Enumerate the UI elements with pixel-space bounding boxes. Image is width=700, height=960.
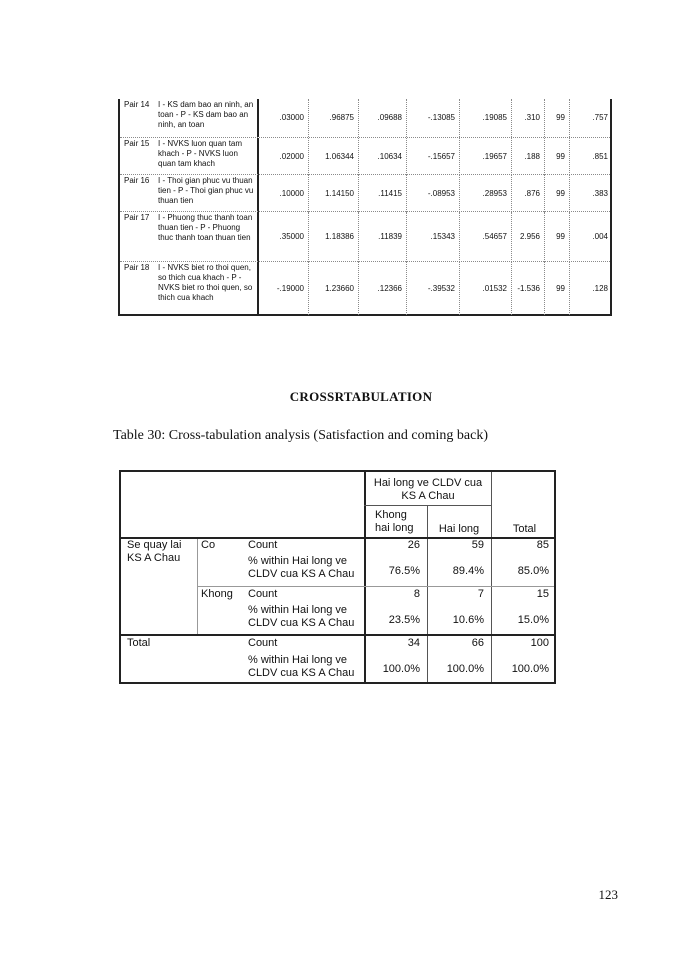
table-row bbox=[120, 99, 610, 137]
table-row bbox=[120, 137, 610, 175]
cell-value: 34 bbox=[407, 637, 420, 649]
cell-value: 8 bbox=[413, 588, 420, 600]
table-row bbox=[120, 211, 610, 262]
upper-ci-value: .19085 bbox=[459, 99, 511, 137]
column-header-khong-hai-long: Khong hai long bbox=[375, 509, 414, 534]
std-deviation-value: .96875 bbox=[308, 99, 358, 137]
pair-label: Pair 17 bbox=[124, 213, 150, 222]
df-value: 99 bbox=[544, 99, 569, 137]
std-error-value: .10634 bbox=[358, 138, 406, 175]
cell-value: 89.4% bbox=[452, 565, 484, 577]
row-group-khong: Khong bbox=[201, 588, 233, 600]
std-deviation-value: 1.06344 bbox=[308, 138, 358, 175]
df-value: 99 bbox=[544, 138, 569, 175]
sig-value: .383 bbox=[569, 175, 612, 212]
count-label: Count bbox=[248, 637, 278, 649]
t-value: -1.536 bbox=[511, 262, 544, 315]
cell-value: 15.0% bbox=[517, 614, 549, 626]
std-error-value: .11415 bbox=[358, 175, 406, 212]
page-number: 123 bbox=[598, 887, 618, 902]
lower-ci-value: -.15657 bbox=[406, 138, 459, 175]
divider bbox=[364, 472, 366, 682]
divider bbox=[427, 505, 428, 682]
divider bbox=[197, 586, 554, 587]
divider bbox=[491, 472, 492, 682]
percent-label: % within Hai long ve CLDV cua KS A Chau bbox=[248, 555, 355, 580]
std-error-value: .09688 bbox=[358, 99, 406, 137]
cell-value: 23.5% bbox=[388, 614, 420, 626]
crosstab-table bbox=[119, 470, 556, 684]
cell-value: 100.0% bbox=[511, 663, 549, 675]
cell-value: 100 bbox=[530, 637, 549, 649]
mean-value: .10000 bbox=[279, 188, 304, 198]
cell-value: 66 bbox=[471, 637, 484, 649]
pair-description: I - Thoi gian phuc vu thuan tien - P - Thoi gian phuc vu thuan tien bbox=[156, 175, 259, 212]
cell-value: 7 bbox=[477, 588, 484, 600]
divider bbox=[121, 634, 554, 636]
column-header-hai-long: Hai long bbox=[438, 523, 480, 535]
pair-description: I - Phuong thuc thanh toan thuan tien - P - Phuong thuc thanh toan thuan tien bbox=[156, 212, 259, 262]
pair-description: I - KS dam bao an ninh, an toan - P - KS dam bao an ninh, an toan bbox=[156, 99, 259, 137]
df-value: 99 bbox=[544, 175, 569, 212]
std-deviation-value: 1.23660 bbox=[308, 262, 358, 315]
pair-label: Pair 14 bbox=[124, 100, 150, 109]
column-header-total: Total bbox=[512, 523, 537, 535]
t-value: .310 bbox=[511, 99, 544, 137]
cell-value: 26 bbox=[407, 539, 420, 551]
cell-value: 15 bbox=[536, 588, 549, 600]
cell-value: 85 bbox=[536, 539, 549, 551]
table-row bbox=[120, 261, 610, 315]
pair-label: Pair 16 bbox=[124, 176, 150, 185]
row-total-label: Total bbox=[127, 637, 151, 649]
lower-ci-value: .15343 bbox=[406, 212, 459, 262]
sig-value: .004 bbox=[569, 212, 612, 262]
paired-samples-table bbox=[118, 99, 612, 316]
table-caption: Table 30: Cross-tabulation analysis (Satisfaction and coming back) bbox=[113, 428, 488, 443]
t-value: .876 bbox=[511, 175, 544, 212]
cell-value: 100.0% bbox=[382, 663, 420, 675]
divider bbox=[364, 505, 491, 506]
t-value: 2.956 bbox=[511, 212, 544, 262]
pair-description: I - NVKS biet ro thoi quen, so thich cua khach - P - NVKS biet ro thoi quen, so thich cua khach bbox=[156, 262, 259, 315]
cell-value: 59 bbox=[471, 539, 484, 551]
mean-value: .35000 bbox=[279, 232, 304, 241]
section-heading: CROSSRTABULATION bbox=[289, 389, 433, 404]
df-value: 99 bbox=[544, 262, 569, 315]
cell-value: 100.0% bbox=[446, 663, 484, 675]
cell-value: 10.6% bbox=[452, 614, 484, 626]
upper-ci-value: .19657 bbox=[459, 138, 511, 175]
std-error-value: .11839 bbox=[358, 212, 406, 262]
upper-ci-value: .01532 bbox=[459, 262, 511, 315]
mean-value: .03000 bbox=[279, 113, 304, 122]
cell-value: 85.0% bbox=[517, 565, 549, 577]
row-variable-label: Se quay lai KS A Chau bbox=[127, 539, 182, 564]
df-value: 99 bbox=[544, 212, 569, 262]
column-group-header: Hai long ve CLDV cua KS A Chau bbox=[373, 477, 483, 502]
lower-ci-value: -.08953 bbox=[406, 175, 459, 212]
pair-label: Pair 18 bbox=[124, 263, 150, 272]
percent-label: % within Hai long ve CLDV cua KS A Chau bbox=[248, 654, 355, 679]
lower-ci-value: -.39532 bbox=[406, 262, 459, 315]
table-row bbox=[120, 174, 610, 212]
cell-value: 76.5% bbox=[388, 565, 420, 577]
count-label: Count bbox=[248, 588, 278, 600]
row-group-co: Co bbox=[201, 539, 216, 551]
sig-value: .851 bbox=[569, 138, 612, 175]
upper-ci-value: .54657 bbox=[459, 212, 511, 262]
std-deviation-value: 1.14150 bbox=[308, 175, 358, 212]
mean-value: -.19000 bbox=[276, 283, 304, 293]
pair-description: I - NVKS luon quan tam khach - P - NVKS luon quan tam khach bbox=[156, 138, 259, 175]
sig-value: .128 bbox=[569, 262, 612, 315]
lower-ci-value: -.13085 bbox=[406, 99, 459, 137]
upper-ci-value: .28953 bbox=[459, 175, 511, 212]
sig-value: .757 bbox=[569, 99, 612, 137]
mean-value: .02000 bbox=[279, 151, 304, 161]
std-error-value: .12366 bbox=[358, 262, 406, 315]
t-value: .188 bbox=[511, 138, 544, 175]
count-label: Count bbox=[248, 539, 278, 551]
pair-label: Pair 15 bbox=[124, 139, 150, 148]
std-deviation-value: 1.18386 bbox=[308, 212, 358, 262]
percent-label: % within Hai long ve CLDV cua KS A Chau bbox=[248, 604, 355, 629]
